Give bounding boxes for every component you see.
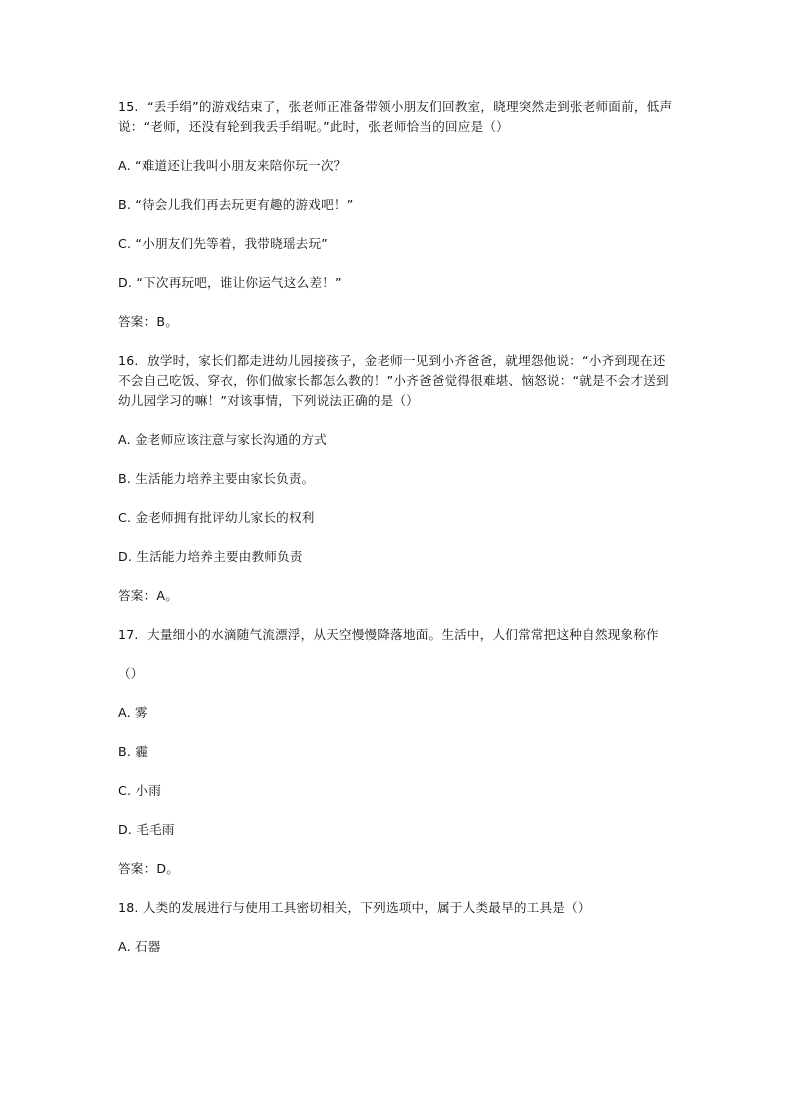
option-label: C. [118,236,132,251]
option-label: C. [118,783,132,798]
option-text: 生活能力培养主要由教师负责 [136,549,303,564]
option-label: B. [118,197,132,212]
question-15-answer: 答案：B。 [118,314,179,329]
question-17-answer: 答案：D。 [118,861,180,876]
option-text: 小雨 [135,783,162,798]
option-label: D. [118,549,133,564]
option-text: “小朋友们先等着，我带晓瑶去玩” [135,236,328,251]
question-text: 放学时，家长们都走进幼儿园接孩子，金老师一见到小齐爸爸，就埋怨他说：“小齐到现在还不会自己吃饭、穿衣，你们做家长都怎么教的！”小齐爸爸觉得很难堪、恼怒说：“就是不会才送到幼儿园学习的嘛！”对该事情，下列说法正确的是（） [118,353,669,408]
question-text: 人类的发展进行与使用工具密切相关，下列选项中，属于人类最早的工具是（） [142,900,591,915]
option-text: 生活能力培养主要由家长负责。 [135,471,315,486]
question-15-option-c [118,234,674,254]
question-number: 15. [118,99,139,114]
question-number: 17. [118,627,139,642]
document-page [118,97,674,976]
option-text: 金老师拥有批评幼儿家长的权利 [135,510,315,525]
question-17-option-a [118,703,674,723]
question-18-stem [118,898,674,918]
question-18-option-a [118,937,674,957]
question-number: 16. [118,353,139,368]
option-text: 金老师应该注意与家长沟通的方式 [135,432,327,447]
option-label: B. [118,471,132,486]
option-label: B. [118,744,132,759]
question-17-option-d [118,820,674,840]
question-text: “丢手绢”的游戏结束了，张老师正准备带领小朋友们回教室，晓理突然走到张老师面前，低声说：“老师，还没有轮到我丢手绢呢。”此时，张老师恰当的回应是（） [118,99,673,134]
question-16-stem [118,351,674,411]
question-17-stem [118,625,674,645]
question-16-answer: 答案：A。 [118,588,178,603]
option-text: 石器 [135,939,161,954]
option-label: C. [118,510,132,525]
option-label: D. [118,275,133,290]
question-17-option-c [118,781,674,801]
question-15-option-d [118,273,674,293]
question-16-option-c [118,508,674,528]
question-17-option-b [118,742,674,762]
option-text: “下次再玩吧，谁让你运气这么差！” [136,275,342,290]
option-text: 霾 [135,744,149,759]
option-text: 毛毛雨 [136,822,175,837]
question-17-blank: （） [118,666,144,681]
option-label: A. [118,705,131,720]
question-16-option-d [118,547,674,567]
option-text: “难道还让我叫小朋友来陪你玩一次？ [135,158,347,173]
question-16-option-b [118,469,674,489]
question-16-option-a [118,430,674,450]
option-label: A. [118,939,131,954]
option-text: 雾 [135,705,148,720]
option-label: A. [118,158,131,173]
option-label: A. [118,432,131,447]
question-15-stem [118,97,674,137]
question-text: 大量细小的水滴随气流漂浮，从天空慢慢降落地面。生活中，人们常常把这种自然现象称作 [147,627,659,642]
option-text: “待会儿我们再去玩更有趣的游戏吧！” [135,197,354,212]
question-number: 18. [118,900,139,915]
question-15-option-b [118,195,674,215]
question-15-option-a [118,156,674,176]
option-label: D. [118,822,133,837]
